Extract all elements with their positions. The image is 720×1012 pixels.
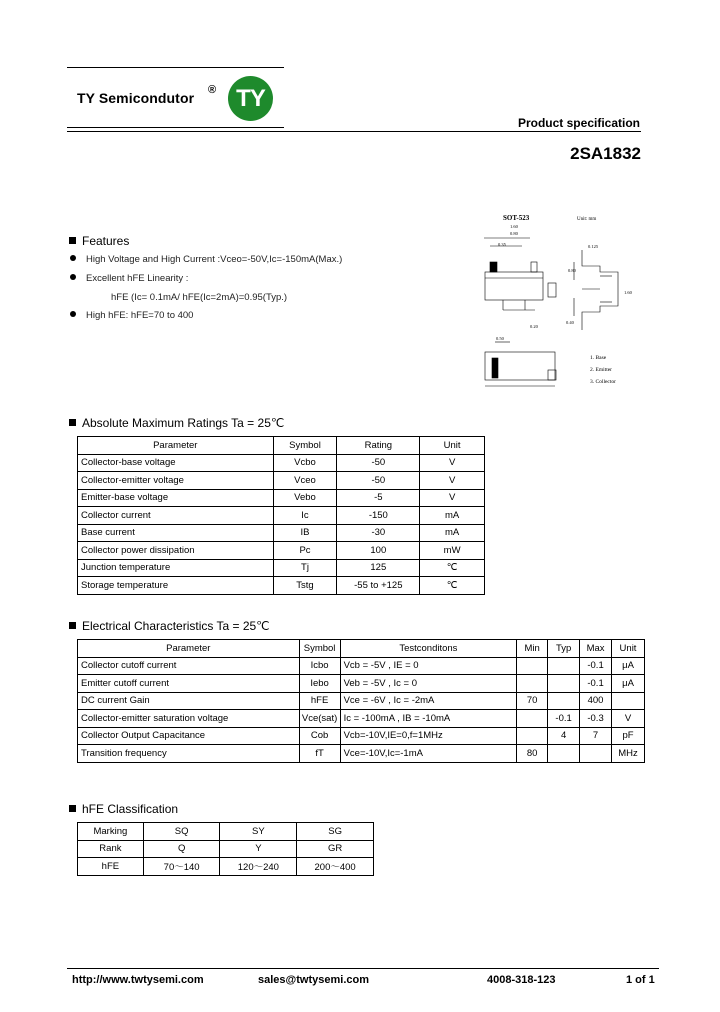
table-cell: Emitter-base voltage (78, 489, 274, 507)
table-cell (517, 727, 548, 745)
table-cell: Tj (273, 559, 337, 577)
table-cell: fT (299, 745, 340, 763)
table-cell: SY (220, 823, 297, 841)
table-cell: Vebo (273, 489, 337, 507)
table-cell: 80 (517, 745, 548, 763)
table-cell: Pc (273, 542, 337, 560)
table-cell: μA (612, 657, 645, 675)
table-cell: Transition frequency (78, 745, 300, 763)
table-cell: Ic = -100mA , IB = -10mA (340, 710, 517, 728)
svg-text:0.20: 0.20 (530, 324, 538, 329)
table-cell: mA (420, 507, 485, 525)
table-cell: Icbo (299, 657, 340, 675)
footer-phone: 4008-318-123 (487, 974, 556, 986)
table-cell: 4 (548, 727, 580, 745)
table-header-row (78, 640, 645, 658)
table-cell (548, 692, 580, 710)
svg-text:0.35: 0.35 (498, 242, 506, 247)
table-cell: IB (273, 524, 337, 542)
table-cell: Emitter cutoff current (78, 675, 300, 693)
svg-text:0.80: 0.80 (568, 268, 576, 273)
table-cell: Marking (78, 823, 144, 841)
feature-item: High hFE: hFE=70 to 400 (70, 310, 193, 321)
table-cell: Collector-base voltage (78, 454, 274, 472)
table-row (78, 454, 485, 472)
table-cell: μA (612, 675, 645, 693)
part-number: 2SA1832 (570, 144, 641, 163)
table-row (78, 692, 645, 710)
table-cell: ℃ (420, 577, 485, 595)
table-cell: -30 (337, 524, 420, 542)
table-cell: SG (297, 823, 374, 841)
abs-max-heading (69, 416, 284, 430)
table-cell: Vcb = -5V , IE = 0 (340, 657, 517, 675)
feature-subitem: hFE (Ic= 0.1mA/ hFE(Ic=2mA)=0.95(Typ.) (111, 292, 288, 303)
pin-label-collector: 3. Collector (590, 379, 616, 385)
table-header-cell: Symbol (273, 437, 337, 455)
svg-text:0.80: 0.80 (510, 231, 518, 236)
abs-max-table (77, 436, 485, 595)
table-cell: -150 (337, 507, 420, 525)
table-cell: 125 (337, 559, 420, 577)
table-cell: Junction temperature (78, 559, 274, 577)
table-header-cell: Max (580, 640, 612, 658)
table-cell: 100 (337, 542, 420, 560)
doc-type: Product specification (517, 116, 640, 130)
pin-label-emitter: 2. Emitter (590, 367, 612, 373)
header-bottom-rule (67, 131, 641, 132)
abs-max-title: Absolute Maximum Ratings Ta = 25℃ (82, 416, 285, 430)
table-cell: Vce = -6V , Ic = -2mA (340, 692, 517, 710)
table-row (78, 745, 645, 763)
section-marker-icon (69, 237, 76, 244)
table-header-cell: Parameter (78, 437, 274, 455)
package-outline-drawing (470, 210, 650, 400)
table-row (78, 657, 645, 675)
table-cell: Base current (78, 524, 274, 542)
svg-text:0.50: 0.50 (496, 336, 504, 341)
table-header-cell: Rating (337, 437, 420, 455)
section-marker-icon (69, 419, 76, 426)
pin-label-base: 1. Base (590, 355, 607, 361)
table-cell: -5 (337, 489, 420, 507)
table-cell: 70 (517, 692, 548, 710)
table-cell: Tstg (273, 577, 337, 595)
table-cell: V (420, 472, 485, 490)
table-cell: Vcb=-10V,IE=0,f=1MHz (340, 727, 517, 745)
table-header-row (78, 437, 485, 455)
table-cell: -50 (337, 454, 420, 472)
table-cell: Vceo (273, 472, 337, 490)
package-unit: Unit: mm (577, 217, 597, 222)
table-cell: Vce(sat) (299, 710, 340, 728)
table-cell: 7 (580, 727, 612, 745)
table-cell (580, 745, 612, 763)
table-cell: MHz (612, 745, 645, 763)
table-cell: Y (220, 840, 297, 858)
table-cell: DC current Gain (78, 692, 300, 710)
table-cell: Collector current (78, 507, 274, 525)
svg-text:0.125: 0.125 (588, 244, 599, 249)
table-cell: hFE (78, 858, 144, 876)
hfe-table (77, 822, 374, 876)
table-cell: Collector Output Capacitance (78, 727, 300, 745)
table-cell (517, 657, 548, 675)
table-header-cell: Unit (420, 437, 485, 455)
table-row (78, 823, 374, 841)
hfe-title: hFE Classification (82, 802, 179, 816)
footer-page-number: 1 of 1 (626, 974, 655, 986)
table-cell: 400 (580, 692, 612, 710)
table-cell: V (420, 454, 485, 472)
table-cell: 120～240 (220, 858, 297, 876)
table-cell: V (420, 489, 485, 507)
table-row (78, 507, 485, 525)
table-cell: Ic (273, 507, 337, 525)
feature-item: Excellent hFE Linearity : (70, 273, 188, 284)
table-header-cell: Testconditons (340, 640, 517, 658)
feature-item: High Voltage and High Current :Vceo=-50V,Ic=-150mA(Max.) (70, 254, 342, 265)
table-cell: Q (143, 840, 220, 858)
table-cell: mA (420, 524, 485, 542)
table-cell (548, 745, 580, 763)
table-cell: 70～140 (143, 858, 220, 876)
table-cell: 200～400 (297, 858, 374, 876)
hfe-heading (69, 802, 178, 816)
table-cell: Collector-emitter saturation voltage (78, 710, 300, 728)
section-marker-icon (69, 805, 76, 812)
table-header-cell: Min (517, 640, 548, 658)
svg-text:0.40: 0.40 (566, 320, 574, 325)
table-cell: -55 to +125 (337, 577, 420, 595)
table-header-cell: Parameter (78, 640, 300, 658)
registered-mark: ® (208, 84, 217, 96)
table-cell: ℃ (420, 559, 485, 577)
table-cell: Rank (78, 840, 144, 858)
table-row (78, 858, 374, 876)
table-row (78, 559, 485, 577)
header-left-rule (67, 127, 284, 128)
table-header-cell: Typ (548, 640, 580, 658)
table-cell: mW (420, 542, 485, 560)
table-cell: Cob (299, 727, 340, 745)
table-cell: -0.1 (580, 657, 612, 675)
ty-logo: TY (228, 76, 273, 121)
footer-rule (67, 968, 659, 969)
elec-table (77, 639, 645, 763)
table-cell: -0.3 (580, 710, 612, 728)
features-heading (69, 234, 129, 248)
table-row (78, 542, 485, 560)
elec-heading (69, 619, 270, 633)
table-cell: Veb = -5V , Ic = 0 (340, 675, 517, 693)
brand-name: TY Semicondutor (77, 90, 195, 106)
table-cell (517, 675, 548, 693)
table-cell: Vce=-10V,Ic=-1mA (340, 745, 517, 763)
features-title: Features (82, 234, 130, 248)
table-cell: Storage temperature (78, 577, 274, 595)
svg-text:1.60: 1.60 (624, 290, 632, 295)
footer-website-link[interactable]: http://www.twtysemi.com (72, 974, 204, 986)
table-cell (612, 692, 645, 710)
table-row (78, 489, 485, 507)
table-cell: GR (297, 840, 374, 858)
elec-title: Electrical Characteristics Ta = 25℃ (82, 619, 270, 633)
table-cell: -0.1 (548, 710, 580, 728)
table-cell: hFE (299, 692, 340, 710)
table-cell: Iebo (299, 675, 340, 693)
bullet-icon (70, 274, 76, 280)
table-cell (517, 710, 548, 728)
package-name: SOT-523 (503, 214, 530, 222)
table-header-cell: Unit (612, 640, 645, 658)
table-cell (548, 675, 580, 693)
table-row (78, 727, 645, 745)
table-cell: V (612, 710, 645, 728)
table-cell: SQ (143, 823, 220, 841)
table-row (78, 675, 645, 693)
table-row (78, 840, 374, 858)
table-header-cell: Symbol (299, 640, 340, 658)
svg-text:1.60: 1.60 (510, 224, 518, 229)
footer-email-link[interactable]: sales@twtysemi.com (258, 974, 369, 986)
table-cell: -50 (337, 472, 420, 490)
table-row (78, 472, 485, 490)
header-top-rule (67, 67, 284, 68)
bullet-icon (70, 255, 76, 261)
table-row (78, 524, 485, 542)
table-row (78, 710, 645, 728)
section-marker-icon (69, 622, 76, 629)
bullet-icon (70, 311, 76, 317)
table-cell: Collector power dissipation (78, 542, 274, 560)
table-row (78, 577, 485, 595)
table-cell: Collector cutoff current (78, 657, 300, 675)
table-cell: Collector-emitter voltage (78, 472, 274, 490)
table-cell: -0.1 (580, 675, 612, 693)
table-cell: pF (612, 727, 645, 745)
table-cell (548, 657, 580, 675)
table-cell: Vcbo (273, 454, 337, 472)
